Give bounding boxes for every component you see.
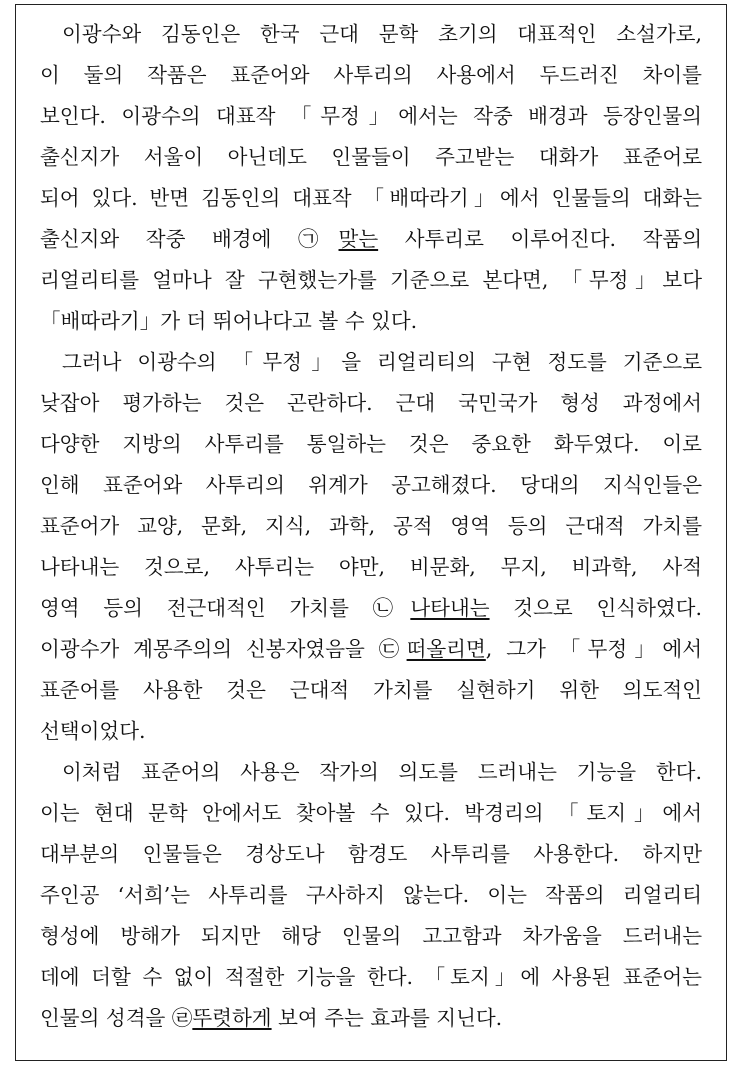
passage-line: 출신지가 서울이 아닌데도 인물들이 주고받는 대화가 표준어로 bbox=[40, 145, 702, 169]
underlined-word-b: 나타내는 bbox=[410, 596, 490, 620]
passage-line: 이는 현대 문학 안에서도 찾아볼 수 있다. 박경리의 「토지」에서 bbox=[40, 801, 702, 825]
passage-line: 되어 있다. 반면 김동인의 대표작 「배따라기」에서 인물들의 대화는 bbox=[40, 186, 702, 210]
passage-line: 이광수가 계몽주의의 신봉자였음을 ㉢떠올리면, 그가 「무정」에서 bbox=[40, 637, 703, 661]
passage-line: 나타내는 것으로, 사투리는 야만, 비문화, 무지, 비과학, 사적 bbox=[40, 555, 702, 579]
passage-line: 낮잡아 평가하는 것은 곤란하다. 근대 국민국가 형성 과정에서 bbox=[40, 391, 702, 415]
passage-line: 영역 등의 전근대적인 가치를 ㉡나타내는 것으로 인식하였다. bbox=[40, 596, 702, 620]
passage-line: 다양한 지방의 사투리를 통일하는 것은 중요한 화두였다. 이로 bbox=[40, 432, 702, 456]
passage-line: 「배따라기」가 더 뛰어나다고 볼 수 있다. bbox=[40, 309, 418, 333]
passage-line: 선택이었다. bbox=[40, 719, 146, 743]
passage-line: 대부분의 인물들은 경상도나 함경도 사투리를 사용한다. 하지만 bbox=[40, 842, 702, 866]
passage-line: 리얼리티를 얼마나 잘 구현했는가를 기준으로 본다면, 「무정」보다 bbox=[40, 268, 702, 292]
passage-line: 보인다. 이광수의 대표작 「무정」에서는 작중 배경과 등장인물의 bbox=[40, 104, 702, 128]
passage-line: 이 둘의 작품은 표준어와 사투리의 사용에서 두드러진 차이를 bbox=[40, 63, 702, 87]
underlined-word-c: 떠올리면 bbox=[406, 637, 486, 661]
passage-line: 표준어가 교양, 문화, 지식, 과학, 공적 영역 등의 근대적 가치를 bbox=[40, 514, 702, 538]
passage-line: 인해 표준어와 사투리의 위계가 공고해졌다. 당대의 지식인들은 bbox=[40, 473, 702, 497]
passage-line: 이광수와 김동인은 한국 근대 문학 초기의 대표적인 소설가로, bbox=[62, 22, 702, 46]
underlined-word-d: 뚜렷하게 bbox=[192, 1006, 272, 1030]
passage-line: 데에 더할 수 없이 적절한 기능을 한다. 「토지」에 사용된 표준어는 bbox=[40, 965, 702, 989]
passage-line: 표준어를 사용한 것은 근대적 가치를 실현하기 위한 의도적인 bbox=[40, 678, 702, 702]
passage-line: 그러나 이광수의 「무정」을 리얼리티의 구현 정도를 기준으로 bbox=[62, 350, 702, 374]
passage-line: 주인공 ‘서희’는 사투리를 구사하지 않는다. 이는 작품의 리얼리티 bbox=[40, 883, 702, 907]
passage-line: 형성에 방해가 되지만 해당 인물의 고고함과 차가움을 드러내는 bbox=[40, 924, 702, 948]
passage-line: 인물의 성격을 ㉣뚜렷하게 보여 주는 효과를 지닌다. bbox=[40, 1006, 503, 1030]
passage-line: 출신지와 작중 배경에 ㉠맞는 사투리로 이루어진다. 작품의 bbox=[40, 227, 702, 251]
passage-line: 이처럼 표준어의 사용은 작가의 의도를 드러내는 기능을 한다. bbox=[62, 760, 702, 784]
underlined-word-a: 맞는 bbox=[338, 227, 379, 251]
